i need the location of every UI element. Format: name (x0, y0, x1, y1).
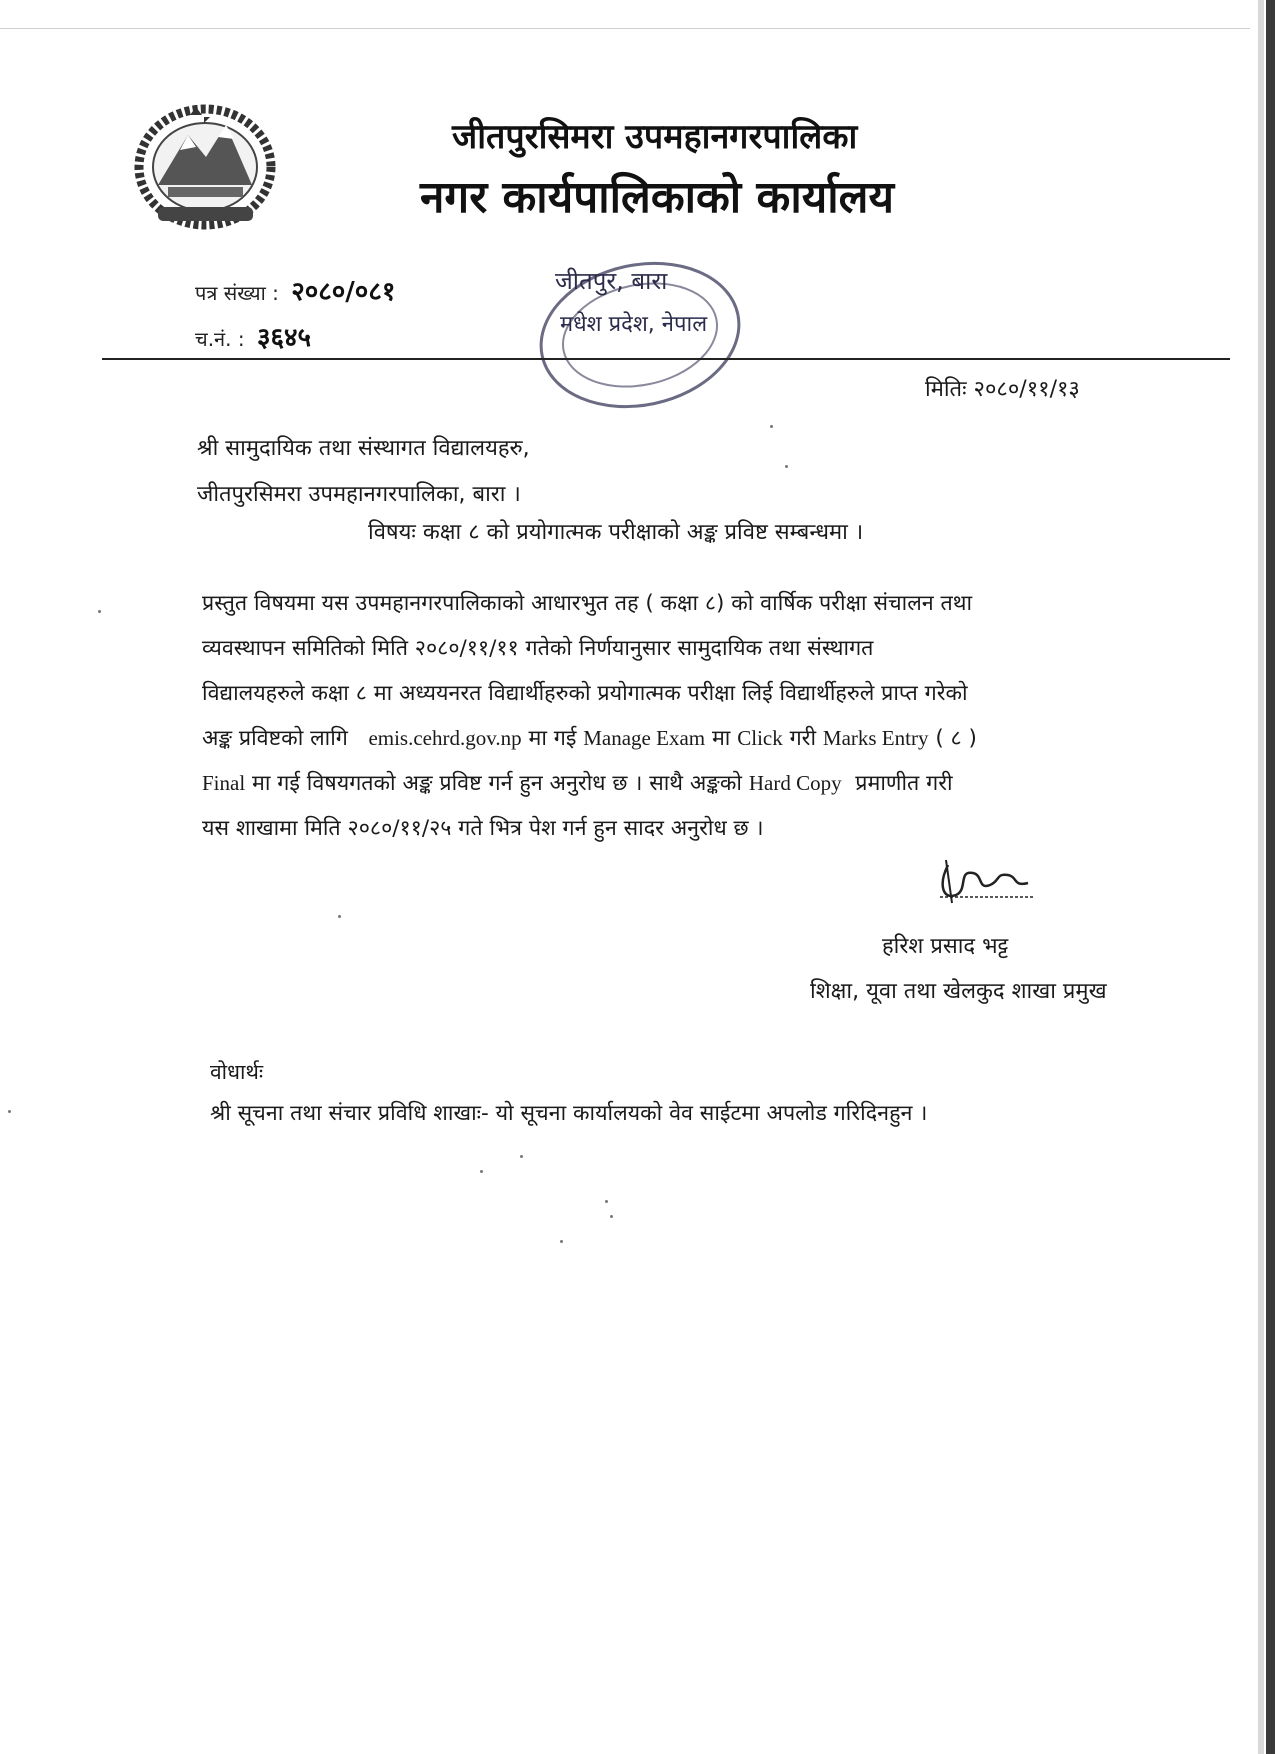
scan-edge-top (0, 28, 1250, 29)
body-line-4-text-e: ( ८ ) (935, 726, 977, 751)
letter-date: मितिः २०८०/११/१३ (925, 377, 1080, 402)
scan-speck (520, 1155, 523, 1158)
body-line-5-text-b: प्रमाणीत गरी (855, 771, 953, 796)
scan-speck (560, 1240, 563, 1243)
scan-speck (480, 1170, 483, 1173)
body-line-3: विद्यालयहरुले कक्षा ८ मा अध्ययनरत विद्यार्थीहरुको प्रयोगात्मक परीक्षा लिई विद्यार्थीहरुले प्राप्त गरेको (202, 681, 968, 706)
scan-speck (98, 610, 101, 613)
body-line-5 (202, 768, 953, 797)
nepal-emblem-icon (128, 95, 283, 235)
scan-edge-shadow (1266, 0, 1275, 1754)
dispatch-number-value: ३६४५ (256, 323, 312, 353)
final-text: Final (202, 771, 246, 795)
stamp-line-2: मधेश प्रदेश, नेपाल (560, 312, 708, 337)
letter-number (195, 272, 395, 308)
scan-speck (785, 465, 788, 468)
click-text: Click (737, 726, 783, 750)
body-line-4-text-a: अङ्क प्रविष्टको लागि (202, 726, 348, 751)
body-line-4-text-b: मा गई (528, 726, 577, 751)
signatory-name: हरिश प्रसाद भट्ट (882, 934, 1009, 959)
stamp-line-1: जीतपुर, बारा (555, 267, 668, 295)
body-line-6: यस शाखामा मिति २०८०/११/२५ गते भित्र पेश गर्न हुन सादर अनुरोध छ । (202, 816, 764, 841)
signatory-title: शिक्षा, यूवा तथा खेलकुद शाखा प्रमुख (810, 979, 1107, 1004)
letter-number-label: पत्र संख्या : (195, 281, 279, 305)
manage-exam-text: Manage Exam (583, 726, 706, 750)
cc-label: वोधार्थः (210, 1060, 264, 1084)
marks-entry-text: Marks Entry (822, 726, 929, 750)
letter-number-value: २०८०/०८१ (291, 277, 396, 307)
body-line-4-text-d: गरी (789, 726, 817, 751)
emis-url: emis.cehrd.gov.np (368, 726, 522, 750)
scan-speck (605, 1200, 608, 1203)
scan-speck (610, 1215, 613, 1218)
cc-text: श्री सूचना तथा संचार प्रविधि शाखाः- यो सूचना कार्यालयको वेव साईटमा अपलोड गरिदिनहुन । (210, 1101, 928, 1126)
office-title: नगर कार्यपालिकाको कार्यालय (420, 172, 894, 223)
body-line-4 (202, 723, 977, 752)
body-line-1: प्रस्तुत विषयमा यस उपमहानगरपालिकाको आधारभुत तह ( कक्षा ८) को वार्षिक परीक्षा संचालन तथा (202, 591, 973, 616)
scan-edge-right (1258, 0, 1264, 1754)
scan-speck (8, 1110, 11, 1113)
dispatch-number (195, 318, 311, 354)
scan-speck (770, 425, 773, 428)
header-divider (102, 358, 1230, 360)
addressee-line-2: जीतपुरसिमरा उपमहानगरपालिका, बारा । (197, 482, 521, 507)
letter-subject: विषयः कक्षा ८ को प्रयोगात्मक परीक्षाको अङ्क प्रविष्ट सम्बन्धमा । (368, 520, 864, 545)
dispatch-number-label: च.नं. : (195, 327, 245, 351)
office-name: जीतपुरसिमरा उपमहानगरपालिका (452, 117, 858, 157)
hard-copy-text: Hard Copy (748, 771, 842, 795)
scan-speck (338, 915, 341, 918)
body-line-5-text-a: मा गई विषयगतको अङ्क प्रविष्ट गर्न हुन अनुरोध छ । साथै अङ्कको (252, 771, 742, 796)
addressee-line-1: श्री सामुदायिक तथा संस्थागत विद्यालयहरु, (197, 436, 530, 461)
body-line-4-text-c: मा (711, 726, 731, 751)
signature-icon (928, 855, 1038, 915)
body-line-2: व्यवस्थापन समितिको मिति २०८०/११/११ गतेको निर्णयानुसार सामुदायिक तथा संस्थागत (202, 636, 874, 661)
